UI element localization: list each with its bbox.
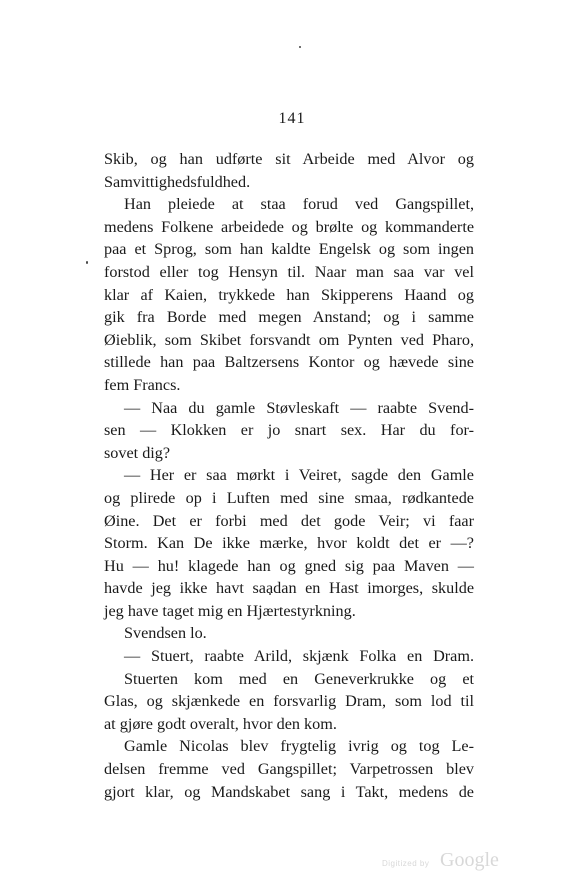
text-line: Øine. Det er forbi med det gode Veir; vi faar — [104, 511, 474, 530]
watermark-small-text: Digitized by — [382, 859, 430, 868]
text-line: Glas, og skjænkede en forsvarlig Dram, som lod til — [104, 692, 474, 711]
text-line: sovet dig? — [104, 443, 171, 462]
text-line: — Naa du gamle Støvleskaft — raabte Svend- — [124, 398, 474, 417]
text-line: Gamle Nicolas blev frygtelig ivrig og tog Le- — [124, 737, 474, 756]
text-line: og plirede op i Luften med sine smaa, rødkantede — [104, 488, 474, 507]
text-line: Han pleiede at staa forud ved Gangspillet, — [124, 195, 474, 214]
text-line: Hu — hu! klagede han og gned sig paa Maven — — [104, 556, 474, 575]
paper-speck — [86, 261, 88, 264]
paper-speck — [299, 46, 301, 48]
text-line: medens Folkene arbeidede og brølte og kommanderte — [104, 217, 474, 236]
text-line: Storm. Kan De ikke mærke, hvor koldt det er —? — [104, 534, 474, 553]
text-line: paa et Sprog, som han kaldte Engelsk og som ingen — [104, 240, 474, 259]
text-line: forstod eller tog Hensyn til. Naar man saa var vel — [104, 262, 474, 281]
text-line: delsen fremme ved Gangspillet; Varpetrossen blev — [104, 760, 474, 779]
text-line: Stuerten kom med en Geneverkrukke og et — [124, 669, 474, 688]
text-line: — Stuert, raabte Arild, skjænk Folka en Dram. — [124, 647, 474, 666]
text-line: jeg have taget mig en Hjærtestyrkning. — [104, 601, 356, 620]
digitized-watermark — [382, 849, 504, 872]
text-line: Samvittighedsfuldhed. — [104, 172, 251, 191]
text-line: gik fra Borde med megen Anstand; og i samme — [104, 308, 474, 327]
text-line: at gjøre godt overalt, hvor den kom. — [104, 714, 337, 733]
text-line: stillede han paa Baltzersens Kontor og hævede sine — [104, 353, 474, 372]
text-line: klar af Kaien, trykkede han Skipperens Haand og — [104, 285, 474, 304]
text-line: fem Francs. — [104, 375, 181, 394]
text-line: sen — Klokken er jo snart sex. Har du for- — [104, 421, 474, 440]
text-line: havde jeg ikke havt saadan en Hast imorges, skulde — [104, 579, 474, 598]
text-line: gjort klar, og Mandskabet sang i Takt, medens de — [104, 782, 474, 801]
watermark-logo-text: Google — [440, 849, 499, 871]
text-line: Svendsen lo. — [124, 624, 207, 643]
text-line: — Her er saa mørkt i Veiret, sagde den Gamle — [124, 466, 474, 485]
body-text — [104, 148, 474, 803]
text-line: Øieblik, som Skibet forsvandt om Pynten ved Pharo, — [104, 330, 474, 349]
text-line: Skib, og han udførte sit Arbeide med Alvor og — [104, 150, 474, 168]
page-number: 141 — [278, 110, 306, 127]
